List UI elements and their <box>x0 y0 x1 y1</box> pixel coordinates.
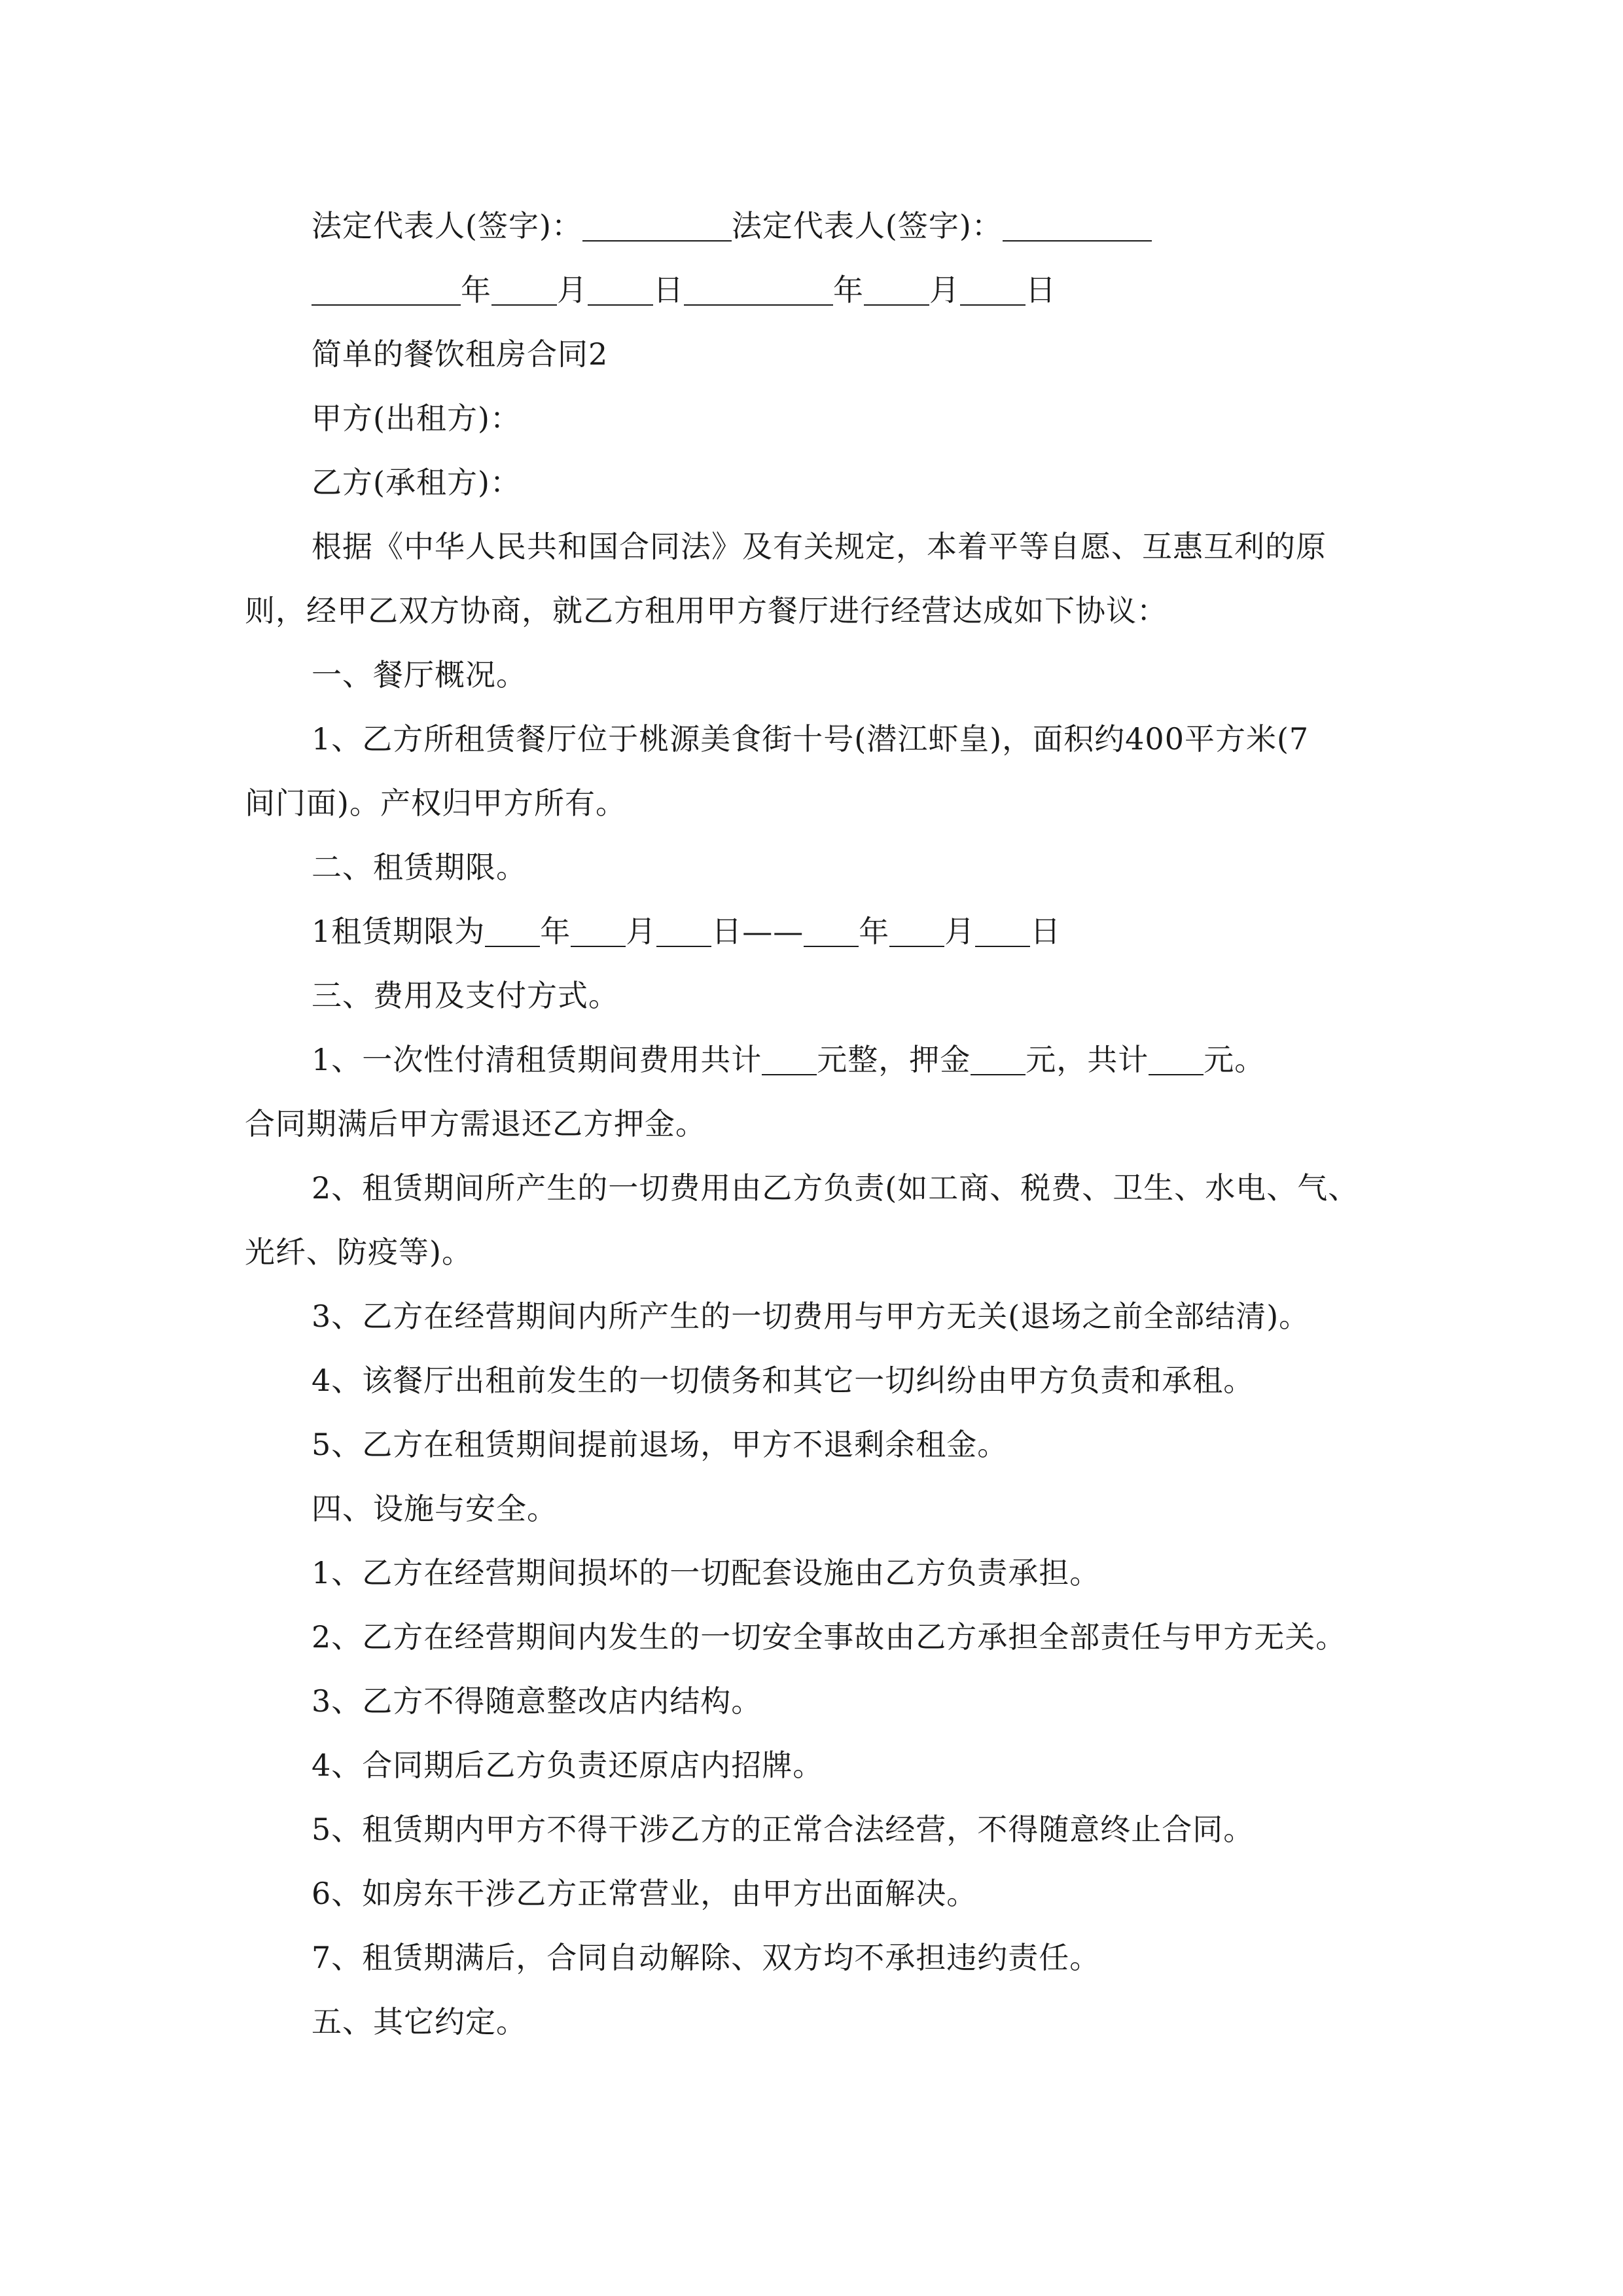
fee-total-label: 1、一次性付清租赁期间费用共计 <box>312 1042 762 1077</box>
lease-start-year-blank <box>485 913 540 947</box>
document-body <box>245 194 1410 2054</box>
lease-end-year-label: 年 <box>859 914 890 949</box>
party-a-line: 甲方(出租方)： <box>312 401 521 436</box>
signature-date-line <box>245 258 1410 322</box>
lease-term-prefix: 1租赁期限为 <box>312 914 486 949</box>
fee-deposit-blank <box>971 1041 1026 1075</box>
date-blank-day-a <box>588 272 653 306</box>
fee-sum-label: 元，共计 <box>1026 1042 1149 1077</box>
lease-range-dash: —— <box>742 914 804 949</box>
date-month-label-b: 月 <box>929 272 960 308</box>
section-4-item-7: 7、租赁期满后，合同自动解除、双方均不承担违约责任。 <box>312 1940 1101 1975</box>
party-b-line: 乙方(承租方)： <box>312 465 521 500</box>
section-3-item-3: 3、乙方在经营期间内所产生的一切费用与甲方无关(退场之前全部结清)。 <box>312 1299 1310 1334</box>
section-5-heading: 五、其它约定。 <box>312 2004 527 2039</box>
section-4-item-1: 1、乙方在经营期间损坏的一切配套设施由乙方负责承担。 <box>312 1555 1101 1590</box>
signature-blank-party-a <box>582 207 732 242</box>
section-1-item-1-line-2: 间门面)。产权归甲方所有。 <box>245 785 626 821</box>
date-blank-month-a <box>491 272 557 306</box>
section-3-item-5: 5、乙方在租赁期间提前退场，甲方不退剩余租金。 <box>312 1427 1008 1462</box>
lease-end-day-blank <box>975 913 1030 947</box>
date-blank-year-b <box>684 272 833 306</box>
section-3-heading: 三、费用及支付方式。 <box>312 978 619 1013</box>
section-3-item-4: 4、该餐厅出租前发生的一切债务和其它一切纠纷由甲方负责和承租。 <box>312 1363 1255 1398</box>
contract-title: 简单的餐饮租房合同2 <box>312 336 609 372</box>
lease-start-month-label: 月 <box>626 914 657 949</box>
date-year-label-a: 年 <box>461 272 491 308</box>
section-4-item-3: 3、乙方不得随意整改店内结构。 <box>312 1683 762 1719</box>
date-day-label-a: 日 <box>653 272 684 308</box>
section-3-item-1-line-2: 合同期满后甲方需退还乙方押金。 <box>245 1106 706 1141</box>
section-1-heading: 一、餐厅概况。 <box>312 657 527 692</box>
lease-start-month-blank <box>571 913 626 947</box>
lease-end-day-label: 日 <box>1030 914 1061 949</box>
fee-sum-blank <box>1149 1041 1204 1075</box>
section-4-item-5: 5、租赁期内甲方不得干涉乙方的正常合法经营，不得随意终止合同。 <box>312 1812 1255 1847</box>
date-blank-month-b <box>864 272 929 306</box>
section-4-heading: 四、设施与安全。 <box>312 1491 558 1526</box>
preamble-line-1: 根据《中华人民共和国合同法》及有关规定，本着平等自愿、互惠互利的原 <box>312 529 1327 564</box>
signature-line <box>245 194 1410 258</box>
lease-end-month-label: 月 <box>944 914 976 949</box>
date-blank-day-b <box>960 272 1026 306</box>
section-4-item-4: 4、合同期后乙方负责还原店内招牌。 <box>312 1748 824 1783</box>
lease-end-year-blank <box>804 913 859 947</box>
fee-sum-unit: 元。 <box>1204 1042 1266 1077</box>
date-year-label-b: 年 <box>833 272 864 308</box>
section-3-item-2-line-2: 光纤、防疫等)。 <box>245 1234 473 1270</box>
section-2-heading: 二、租赁期限。 <box>312 850 527 885</box>
section-3-item-2-line-1: 2、租赁期间所产生的一切费用由乙方负责(如工商、税费、卫生、水电、气、 <box>312 1170 1359 1206</box>
lease-end-month-blank <box>889 913 944 947</box>
lease-start-day-label: 日 <box>711 914 743 949</box>
date-day-label-b: 日 <box>1026 272 1056 308</box>
signature-blank-party-b <box>1003 207 1152 242</box>
fee-total-blank <box>762 1041 817 1075</box>
fee-deposit-label: 元整，押金 <box>817 1042 971 1077</box>
date-month-label-a: 月 <box>557 272 588 308</box>
legal-rep-label-party-a: 法定代表人(签字)： <box>312 208 582 243</box>
lease-start-day-blank <box>656 913 711 947</box>
section-4-item-6: 6、如房东干涉乙方正常营业，由甲方出面解决。 <box>312 1876 978 1911</box>
date-blank-year-a <box>312 272 461 306</box>
section-3-item-1-line-1 <box>245 1028 1410 1092</box>
section-1-item-1-line-1: 1、乙方所租赁餐厅位于桃源美食街十号(潜江虾皇)，面积约400平方米(7 <box>312 721 1310 757</box>
legal-rep-label-party-b: 法定代表人(签字)： <box>731 208 1003 243</box>
section-4-item-2: 2、乙方在经营期间内发生的一切安全事故由乙方承担全部责任与甲方无关。 <box>312 1619 1347 1655</box>
lease-start-year-label: 年 <box>540 914 571 949</box>
lease-term-line <box>245 899 1410 963</box>
preamble-line-2: 则，经甲乙双方协商，就乙方租用甲方餐厅进行经营达成如下协议： <box>245 593 1168 628</box>
